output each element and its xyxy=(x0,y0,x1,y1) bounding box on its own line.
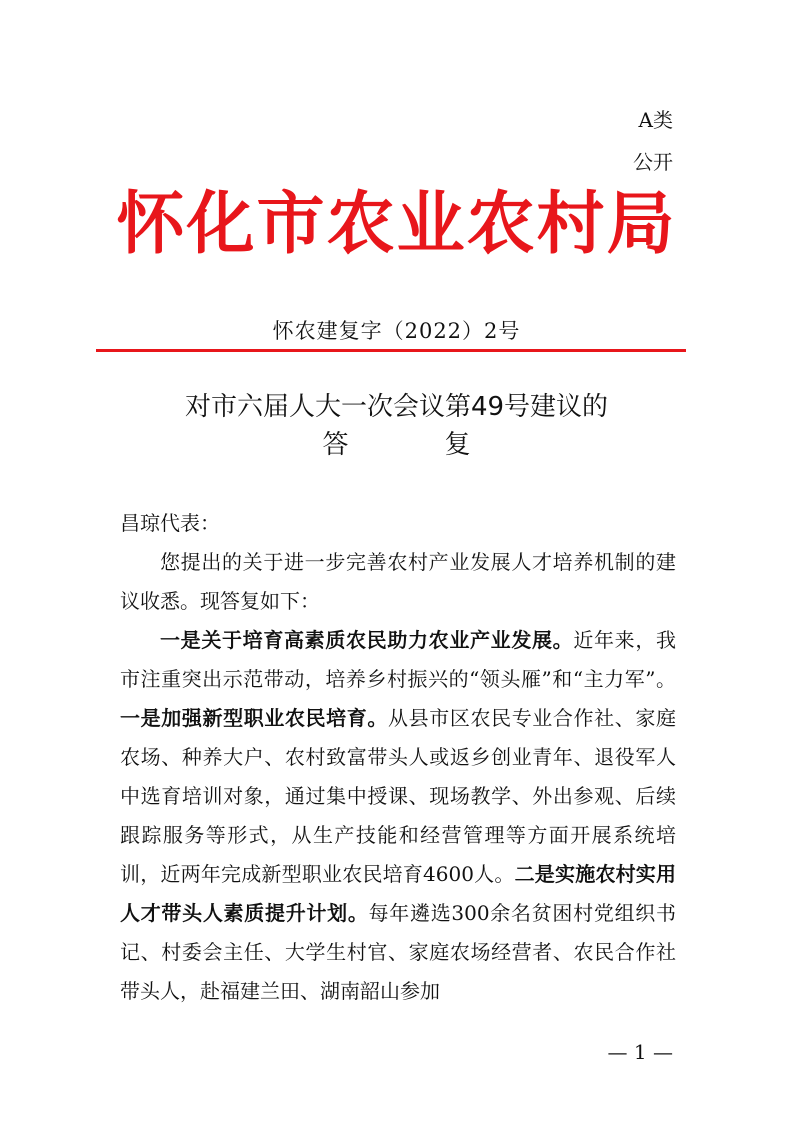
document-number: 怀农建复字（2022）2号 xyxy=(272,319,521,343)
point-one-text-b: 从县市区农民专业合作社、家庭农场、种养大户、农村致富带头人或返乡创业青年、退役军人中选育培训对象，通过集中授课、现场教学、外出参观、后续跟踪服务等形式，从生产技能和经营管理等方面开展系统培训，近两年完成新型职业农民培育4600人。 xyxy=(120,706,676,886)
classification-mark: A类 xyxy=(638,108,673,132)
point-one-text-a: 近年来，我市注重突出示范带动，培养乡村振兴的“领头雁”和“主力军”。 xyxy=(120,628,677,691)
intro-paragraph: 您提出的关于进一步完善农村产业发展人才培养机制的建议收悉。现答复如下： xyxy=(120,550,676,613)
red-header-rule xyxy=(96,349,686,352)
reply-title-line1: 对市六届人大一次会议第49号建议的 xyxy=(184,392,609,422)
point-one-text-c: 每年遴选300余名贫困村党组织书记、村委会主任、大学生村官、家庭农场经营者、农民合作社带头人，赴福建兰田、湖南韶山参加 xyxy=(120,901,676,1003)
reply-title-char-a: 答 xyxy=(322,430,349,460)
point-one-paragraph xyxy=(120,621,676,1011)
point-one-lead: 一是关于培育高素质农民助力农业产业发展。 xyxy=(160,628,574,652)
body-text xyxy=(120,504,676,1011)
reply-title-line2 xyxy=(0,427,793,463)
subpoint-one-heading: 一是加强新型职业农民培育。 xyxy=(120,706,388,730)
salutation: 昌琼代表： xyxy=(120,511,220,535)
reply-title-char-b: 复 xyxy=(444,430,471,460)
disclosure-mark: 公开 xyxy=(633,150,673,174)
organization-title: 怀化市农业农村局 xyxy=(116,185,677,264)
subpoint-two-heading: 二是实施农村实用人才带头人素质提升计划。 xyxy=(120,862,677,925)
page-number: — 1 — xyxy=(607,1040,673,1064)
